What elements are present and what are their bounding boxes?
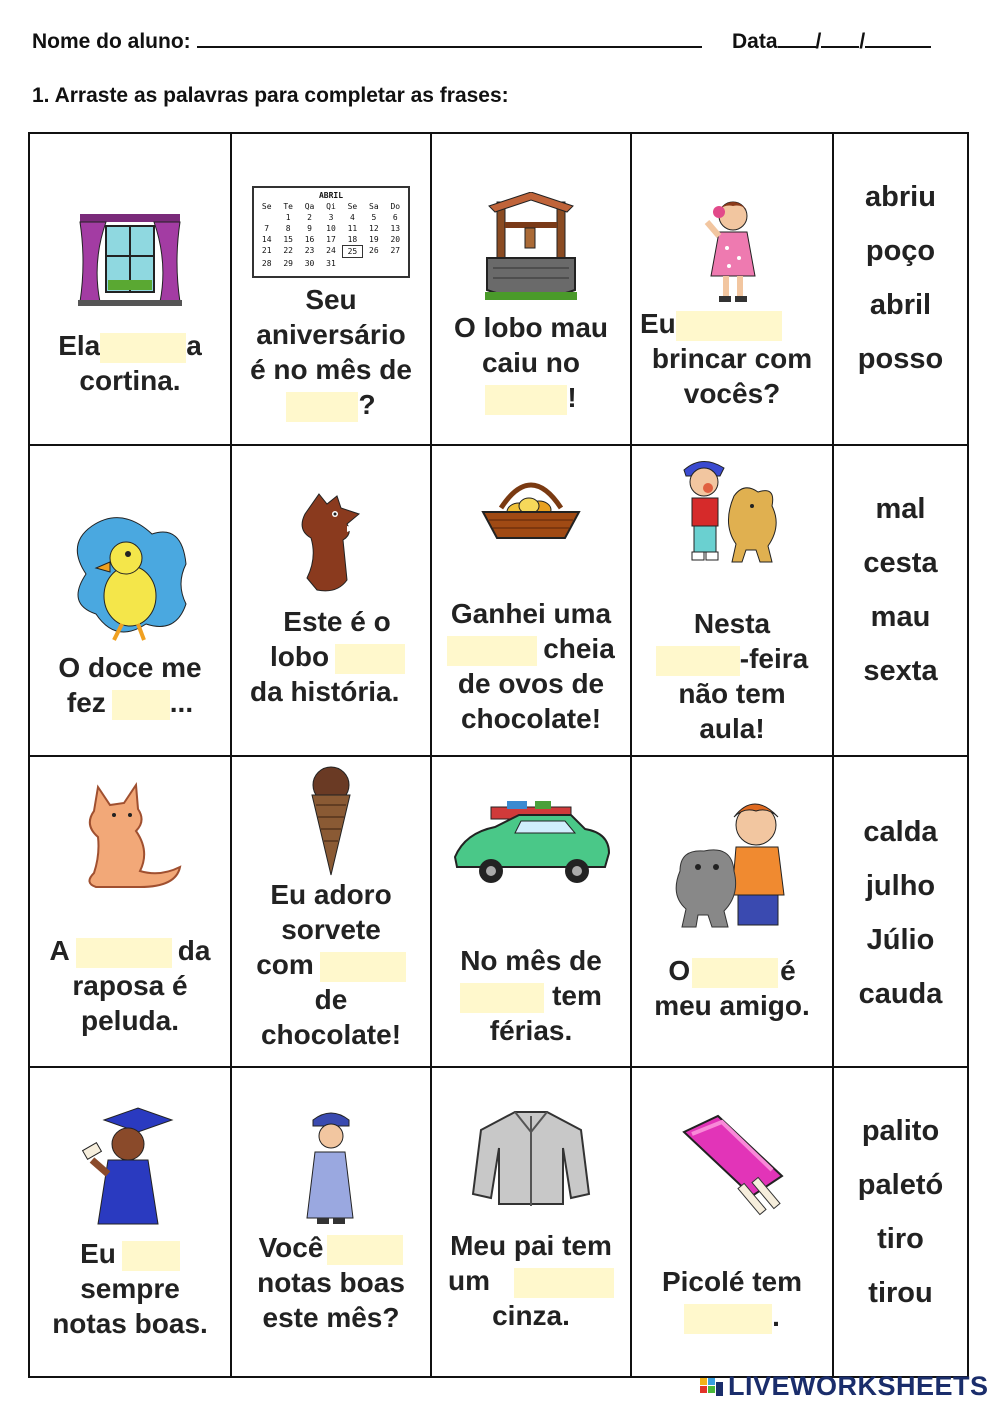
drop-slot[interactable] — [676, 311, 782, 341]
calendar-day: 17 — [326, 235, 336, 244]
calendar-day — [256, 212, 277, 223]
exercise-cell — [432, 446, 632, 757]
exercise-cell — [30, 1068, 232, 1376]
graduate-icon — [82, 1104, 178, 1232]
calendar-day: 25 — [342, 245, 363, 258]
drop-slot[interactable] — [327, 1235, 403, 1265]
calendar-day: Do — [390, 202, 401, 211]
word-bank — [834, 1068, 967, 1376]
calendar-day: 6 — [392, 213, 398, 222]
calendar-day — [385, 258, 406, 269]
calendar-grid — [256, 201, 406, 269]
calendar-icon: ABRIL Se Te Qa Qi Se Sa Do 1 2 3 4 5 6 7 8 9 10 11 12 13 14 15 16 17 18 19 20 21 22 23 24 25 26 27 28 29 30 31 — [252, 186, 410, 278]
exercise-cell — [632, 446, 834, 757]
student-name-field[interactable] — [197, 28, 702, 48]
calendar-day: Sa — [369, 202, 379, 211]
word-tile[interactable]: palito — [861, 1115, 940, 1147]
wolf-icon — [289, 486, 373, 598]
student-name-label: Nome do aluno: — [32, 30, 191, 53]
sentence: Ela a cortina. — [58, 330, 202, 396]
calendar-day: 7 — [264, 224, 270, 233]
date-separator: / — [859, 30, 866, 53]
exercise-cell — [432, 134, 632, 446]
exercise-cell — [30, 446, 232, 757]
word-tile[interactable]: mau — [870, 601, 931, 633]
calendar-day: 24 — [326, 246, 336, 255]
exercise-cell — [30, 757, 232, 1068]
calendar-day: 26 — [369, 246, 379, 255]
drop-slot[interactable] — [100, 333, 186, 363]
word-bank — [834, 446, 967, 757]
exercise-cell — [30, 134, 232, 446]
sentence: Picolé tem . — [661, 1266, 803, 1332]
basket-icon — [479, 474, 583, 544]
calendar-day: 11 — [347, 224, 358, 233]
calendar-day: 14 — [261, 235, 272, 244]
calendar-day: 13 — [390, 224, 401, 233]
sentence: Seu aniversário é no mês de ? — [250, 284, 412, 420]
drop-slot[interactable] — [514, 1268, 614, 1298]
date-day-field[interactable] — [778, 28, 816, 48]
word-bank — [834, 757, 967, 1068]
exercise-cell — [432, 1068, 632, 1376]
logo-icon — [700, 1376, 724, 1400]
sentence: A da raposa é peluda. — [49, 935, 211, 1036]
date-row — [732, 28, 931, 54]
calendar-day: Qa — [304, 202, 315, 211]
calendar-day: Qi — [326, 202, 336, 211]
calendar-day: Se — [261, 202, 272, 211]
calendar-day: 1 — [285, 213, 291, 222]
word-tile[interactable]: tiro — [877, 1223, 924, 1255]
calendar-header-row — [256, 201, 406, 212]
exercise-cell — [232, 446, 432, 757]
calendar-day: 12 — [369, 224, 379, 233]
calendar-day: 20 — [390, 235, 401, 244]
calendar-day: 28 — [261, 259, 272, 268]
calendar-day — [363, 258, 384, 269]
calendar-day: 10 — [326, 224, 336, 233]
sentence: Você notas boas este mês? — [257, 1232, 405, 1333]
sentence: O é meu amigo. — [654, 955, 810, 1021]
sentence: No mês de tem férias. — [460, 945, 602, 1046]
drop-slot[interactable] — [684, 1304, 772, 1334]
exercise-cell — [432, 757, 632, 1068]
drop-slot[interactable] — [76, 938, 172, 968]
ice-cream-icon — [306, 765, 356, 877]
calendar-day: 27 — [390, 246, 401, 255]
drop-slot[interactable] — [320, 952, 406, 982]
calendar-week-row — [256, 234, 406, 245]
word-tile[interactable]: calda — [863, 816, 938, 848]
calendar-week-row — [256, 258, 406, 269]
fox-icon — [78, 779, 182, 895]
exercise-cell — [632, 757, 834, 1068]
calendar-day: 31 — [326, 259, 336, 268]
calendar-day: 2 — [307, 213, 312, 222]
sentence: O lobo mau caiu no ! — [454, 312, 608, 413]
drop-slot[interactable] — [485, 385, 567, 415]
date-separator: / — [815, 30, 822, 53]
calendar-day: 3 — [328, 213, 334, 222]
word-tile[interactable]: Júlio — [866, 924, 935, 956]
drop-slot[interactable] — [692, 958, 778, 988]
boy-dog-icon — [678, 456, 786, 568]
drop-slot[interactable] — [122, 1241, 180, 1271]
car-icon — [451, 801, 611, 891]
exercise-cell — [232, 757, 432, 1068]
sentence: Eu adoro sorvete com de chocolate! — [238, 877, 424, 1052]
calendar-day: 8 — [285, 224, 291, 233]
word-tile[interactable]: abril — [869, 289, 932, 321]
calendar-day: 5 — [371, 213, 377, 222]
sentence: Eu brincar com vocês? — [640, 308, 813, 409]
sentence: Nesta -feira não tem aula! — [638, 606, 826, 746]
calendar-day: 29 — [283, 259, 293, 268]
calendar-day: 30 — [304, 259, 315, 268]
calendar-day: 22 — [283, 246, 293, 255]
brand-name: LIVEWORKSHEETS — [728, 1371, 989, 1401]
date-year-field[interactable] — [865, 28, 931, 48]
exercise-cell — [632, 1068, 834, 1376]
calendar-day: Se — [347, 202, 358, 211]
drop-slot[interactable] — [447, 636, 537, 666]
word-tile[interactable]: poço — [865, 235, 936, 267]
exercise-cell — [632, 134, 834, 446]
girl-icon — [699, 196, 765, 306]
word-tile[interactable]: cauda — [858, 978, 943, 1010]
student-icon — [299, 1106, 363, 1228]
boy-bear-icon — [672, 799, 792, 939]
word-tile[interactable]: posso — [857, 343, 944, 375]
word-tile[interactable]: sexta — [863, 655, 938, 687]
date-month-field[interactable] — [821, 28, 859, 48]
instruction-text: 1. Arraste as palavras para completar as frases: — [32, 84, 509, 107]
word-tile[interactable]: cesta — [863, 547, 938, 579]
calendar-week-row — [256, 245, 406, 258]
exercise-cell — [232, 1068, 432, 1376]
liveworksheets-logo — [700, 1371, 989, 1402]
sick-duck-icon — [72, 516, 188, 646]
word-tile[interactable]: mal — [875, 493, 926, 525]
calendar-day: 15 — [283, 235, 293, 244]
sentence: Eu sempre notas boas. — [52, 1238, 208, 1339]
word-tile[interactable]: abriu — [865, 181, 936, 213]
calendar-day: 9 — [307, 224, 312, 233]
window-curtain-icon — [74, 212, 186, 308]
calendar-day: 21 — [261, 246, 272, 255]
drop-slot[interactable] — [112, 690, 170, 720]
sentence: Meu pai tem um cinza. — [438, 1228, 624, 1333]
drop-slot[interactable] — [460, 983, 544, 1013]
word-tile[interactable]: julho — [865, 870, 936, 902]
drop-slot[interactable] — [286, 392, 358, 422]
calendar-day — [342, 258, 363, 269]
exercise-grid — [28, 132, 969, 1378]
sentence: Este é o lobo da história. — [238, 604, 424, 709]
sentence: Ganhei uma cheia de ovos de chocolate! — [438, 596, 624, 736]
calendar-day: 19 — [369, 235, 379, 244]
popsicle-icon — [678, 1112, 786, 1222]
drop-slot[interactable] — [335, 644, 405, 674]
sentence: O doce me fez ... — [58, 652, 202, 718]
calendar-week-row — [256, 223, 406, 234]
word-tile[interactable]: tirou — [868, 1277, 933, 1309]
word-tile[interactable]: paletó — [857, 1169, 944, 1201]
drop-slot[interactable] — [656, 646, 740, 676]
coat-icon — [471, 1108, 591, 1208]
calendar-day: Te — [283, 202, 293, 211]
calendar-day: 16 — [304, 235, 315, 244]
calendar-day: 23 — [304, 246, 315, 255]
well-icon — [483, 192, 579, 304]
calendar-day: 18 — [347, 235, 358, 244]
word-bank — [834, 134, 967, 446]
exercise-cell — [232, 134, 432, 446]
calendar-week-row — [256, 212, 406, 223]
date-label: Data — [732, 30, 778, 53]
calendar-day: 4 — [350, 213, 355, 222]
student-name-row — [32, 28, 702, 54]
